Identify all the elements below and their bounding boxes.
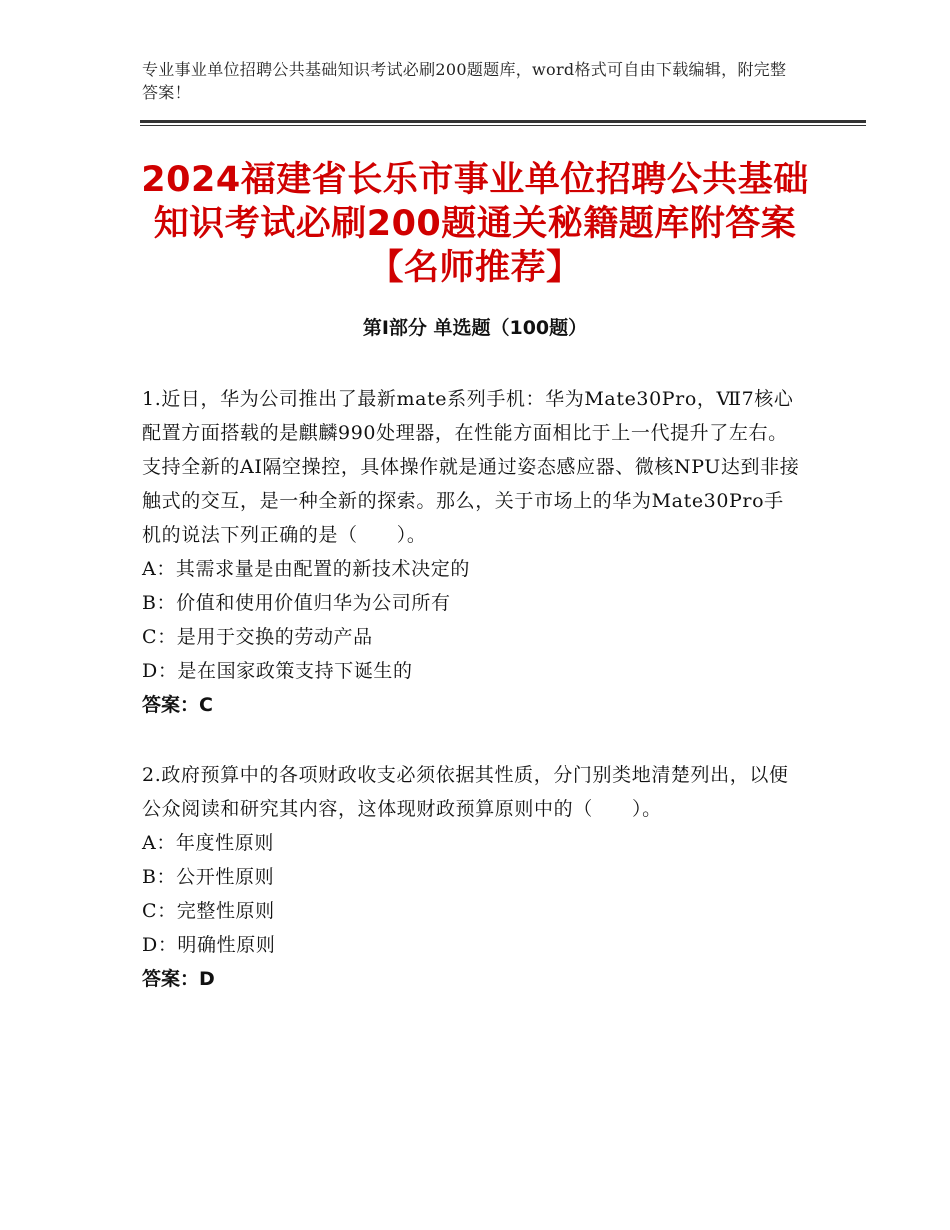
answer-label: 答案：C: [142, 694, 213, 716]
header-divider-thin: [140, 125, 866, 126]
option-b: B：公开性原则: [142, 866, 275, 888]
header-divider-thick: [140, 120, 866, 123]
question-item: [142, 758, 802, 996]
option-d: D：明确性原则: [142, 934, 276, 956]
option-b: B：价值和使用价值归华为公司所有: [142, 592, 451, 614]
option-c: C：完整性原则: [142, 900, 275, 922]
question-stem: 2.政府预算中的各项财政收支必须依据其性质，分门别类地清楚列出，以便公众阅读和研究其内容，这体现财政预算原则中的（ ）。: [142, 764, 789, 820]
section-title: 第Ⅰ部分 单选题（100题）: [362, 317, 588, 339]
document-title: 2024福建省长乐市事业单位招聘公共基础知识考试必刷200题通关秘籍题库附答案【名师推荐】: [141, 160, 809, 288]
question-item: [142, 382, 802, 722]
header-note: 专业事业单位招聘公共基础知识考试必刷200题题库，word格式可自由下载编辑，附完整答案！: [142, 60, 787, 102]
option-a: A：年度性原则: [142, 832, 274, 854]
option-a: A：其需求量是由配置的新技术决定的: [142, 558, 470, 580]
option-d: D：是在国家政策支持下诞生的: [142, 660, 413, 682]
question-stem: 1.近日，华为公司推出了最新mate系列手机：华为Mate30Pro，Ⅶ7核心配置方面搭载的是麒麟990处理器，在性能方面相比于上一代提升了左右。支持全新的AI隔空操控，具体操作就是通过姿态感应器、微核NPU达到非接触式的交互，是一种全新的探索。那么，关于市场上的华为Mate30Pro手机的说法下列正确的是（ ）。: [142, 388, 800, 546]
answer-label: 答案：D: [142, 968, 215, 990]
option-c: C：是用于交换的劳动产品: [142, 626, 373, 648]
